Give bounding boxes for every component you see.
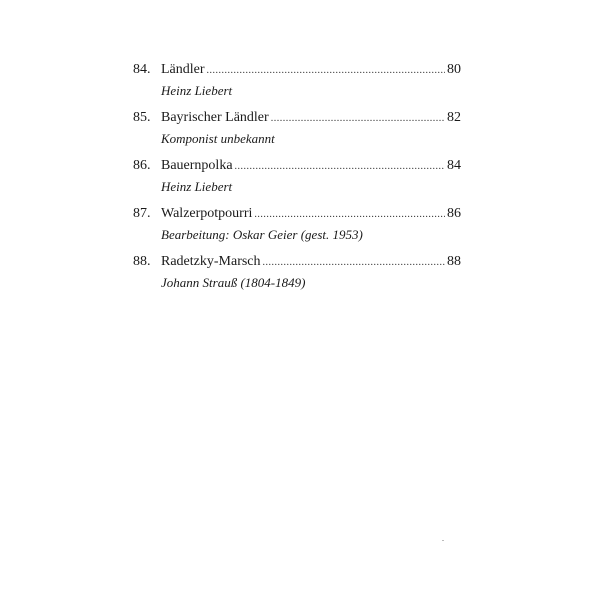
table-of-contents — [133, 59, 461, 299]
entry-number: 86. — [133, 158, 151, 173]
entry-title: Ländler — [161, 62, 205, 77]
toc-entry — [133, 59, 461, 107]
entry-page-number: 80 — [447, 62, 461, 77]
toc-entry-line — [133, 203, 461, 225]
entry-composer: Johann Strauß (1804-1849) — [161, 275, 306, 290]
entry-number: 87. — [133, 206, 151, 221]
toc-entry-line — [133, 251, 461, 273]
entry-composer: Bearbeitung: Oskar Geier (gest. 1953) — [161, 227, 363, 242]
dot-leader — [271, 108, 445, 130]
toc-entry-line — [133, 59, 461, 81]
toc-entry — [133, 155, 461, 203]
dot-leader — [254, 204, 445, 226]
entry-number: 88. — [133, 254, 151, 269]
dot-leader — [207, 60, 445, 82]
entry-number: 84. — [133, 62, 151, 77]
dot-leader — [263, 252, 445, 274]
entry-page-number: 86 — [447, 206, 461, 221]
toc-entry-line — [133, 107, 461, 129]
entry-title: Bauernpolka — [161, 158, 233, 173]
entry-page-number: 88 — [447, 254, 461, 269]
toc-entry — [133, 107, 461, 155]
entry-title: Bayrischer Ländler — [161, 110, 269, 125]
entry-number: 85. — [133, 110, 151, 125]
entry-composer: Heinz Liebert — [161, 179, 233, 194]
entry-title: Radetzky-Marsch — [161, 254, 261, 269]
toc-entry-line — [133, 155, 461, 177]
entry-composer: Heinz Liebert — [161, 83, 233, 98]
dot-leader — [235, 156, 445, 178]
entry-page-number: 84 — [447, 158, 461, 173]
print-speck — [442, 540, 444, 541]
entry-title: Walzerpotpourri — [161, 206, 253, 221]
entry-composer: Komponist unbekannt — [161, 131, 275, 146]
entry-page-number: 82 — [447, 110, 461, 125]
toc-entry — [133, 203, 461, 251]
toc-entry — [133, 251, 461, 299]
